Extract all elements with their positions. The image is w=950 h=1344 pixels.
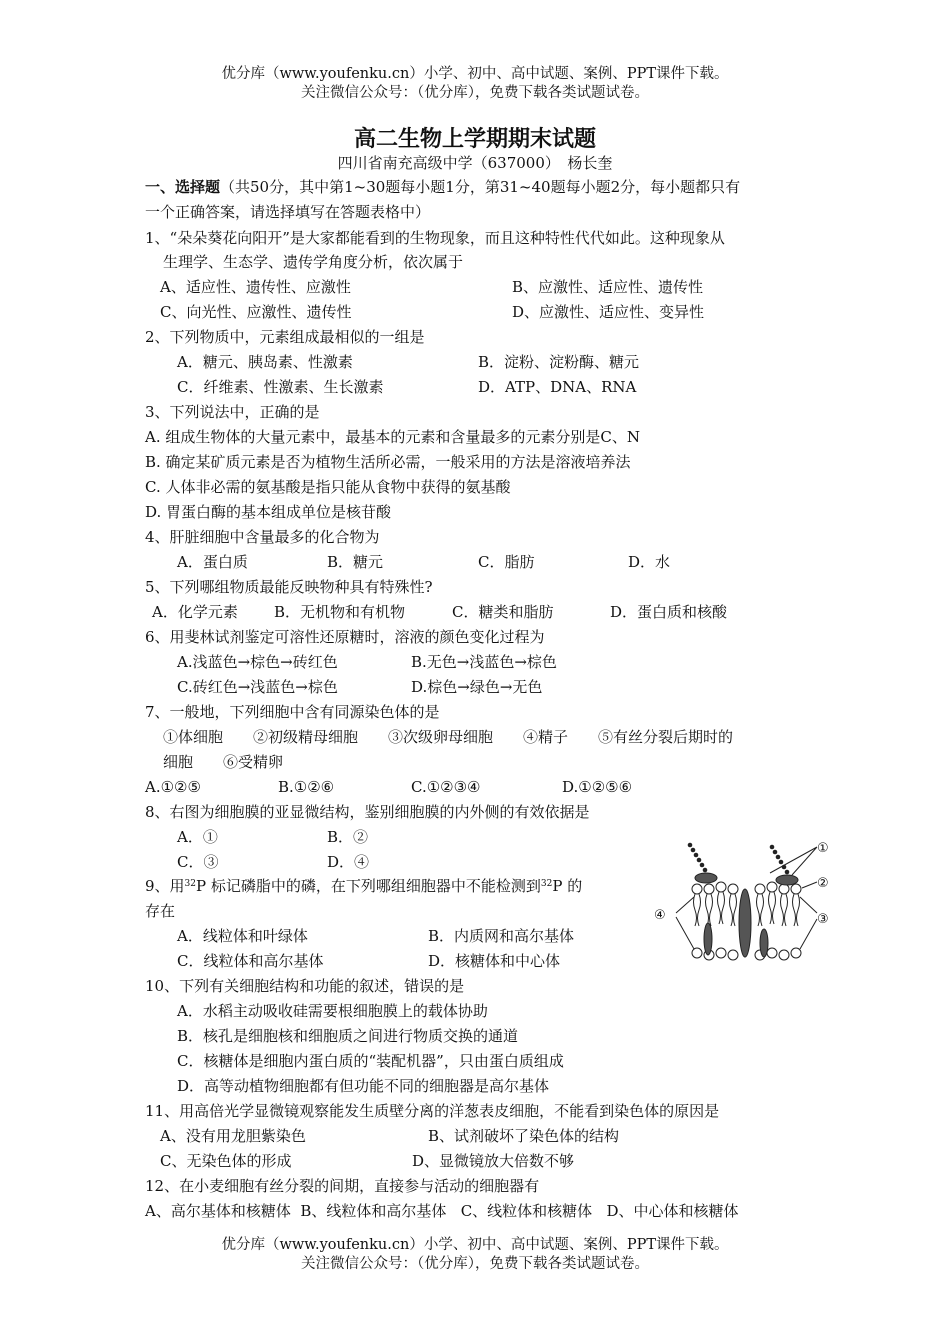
q5-option-d: D．蛋白质和核酸 bbox=[610, 603, 728, 621]
q2-stem: 2、下列物质中，元素组成最相似的一组是 bbox=[145, 328, 425, 346]
q6-option-b: B.无色→浅蓝色→棕色 bbox=[411, 653, 557, 671]
q10-stem: 10、下列有关细胞结构和功能的叙述，错误的是 bbox=[145, 977, 465, 995]
q11-option-b: B、试剂破坏了染色体的结构 bbox=[428, 1127, 620, 1145]
q7-stem: 7、一般地，下列细胞中含有同源染色体的是 bbox=[145, 703, 440, 721]
q3-option-b: B. 确定某矿质元素是否为植物生活所必需，一般采用的方法是溶液培养法 bbox=[145, 453, 631, 471]
q9-stem bbox=[145, 876, 582, 896]
q4-option-a: A．蛋白质 bbox=[177, 553, 248, 571]
q9-stem-cont: 存在 bbox=[145, 902, 176, 920]
q1-option-d: D、应激性、适应性、变异性 bbox=[512, 303, 705, 321]
q8-option-a: A．① bbox=[177, 828, 218, 846]
q4-option-b: B．糖元 bbox=[327, 553, 384, 571]
q6-option-a: A.浅蓝色→棕色→砖红色 bbox=[177, 653, 338, 671]
q2-option-b: B．淀粉、淀粉酶、糖元 bbox=[478, 353, 640, 371]
section-label: 一、选择题 bbox=[145, 178, 221, 196]
q9-stem-mid: P 标记磷脂中的磷，在下列哪组细胞器中不能检测到 bbox=[196, 877, 541, 895]
q8-option-b: B．② bbox=[327, 828, 369, 846]
q10-option-d: D．高等动植物细胞都有但功能不同的细胞器是高尔基体 bbox=[177, 1077, 550, 1095]
q9-option-a: A．线粒体和叶绿体 bbox=[177, 927, 308, 945]
q1-stem-cont: 生理学、生态学、遗传学角度分析，依次属于 bbox=[163, 253, 464, 271]
q9-option-d: D．核糖体和中心体 bbox=[428, 952, 561, 970]
q2-option-d: D．ATP、DNA、RNA bbox=[478, 378, 637, 396]
q7-items-cont: 细胞 ⑥受精卵 bbox=[163, 753, 284, 771]
q5-stem: 5、下列哪组物质最能反映物种具有特殊性? bbox=[145, 578, 433, 596]
q10-option-a: A．水稻主动吸收硅需要根细胞膜上的载体协助 bbox=[177, 1002, 488, 1020]
q7-option-d: D.①②⑤⑥ bbox=[562, 778, 633, 796]
figure-label-4: ④ bbox=[654, 908, 666, 923]
q9-option-c: C．线粒体和高尔基体 bbox=[177, 952, 324, 970]
q8-option-c: C．③ bbox=[177, 853, 219, 871]
site-footer-line1: 优分库（www.youfenku.cn）小学、初中、高中试题、案例、PPT课件下载。 bbox=[221, 1237, 729, 1253]
site-header-line1: 优分库（www.youfenku.cn）小学、初中、高中试题、案例、PPT课件下载。 bbox=[221, 66, 729, 82]
q6-option-d: D.棕色→绿色→无色 bbox=[411, 678, 543, 696]
glycoprotein-chains bbox=[688, 843, 790, 875]
q9-option-b: B．内质网和高尔基体 bbox=[428, 927, 575, 945]
q12-stem: 12、在小麦细胞有丝分裂的间期，直接参与活动的细胞器有 bbox=[145, 1177, 540, 1195]
q10-option-c: C．核糖体是细胞内蛋白质的“装配机器”，只由蛋白质组成 bbox=[177, 1052, 564, 1070]
section-desc: （共50分，其中第1~30题每小题1分，第31~40题每小题2分，每小题都只有 bbox=[220, 178, 741, 196]
q6-option-c: C.砖红色→浅蓝色→棕色 bbox=[177, 678, 338, 696]
q1-stem: 1、“朵朵葵花向阳开”是大家都能看到的生物现象，而且这种特性代代如此。这种现象从 bbox=[145, 229, 725, 247]
q2-option-c: C．纤维素、性激素、生长激素 bbox=[177, 378, 384, 396]
q7-option-a: A.①②⑤ bbox=[145, 778, 201, 796]
q5-option-c: C．糖类和脂肪 bbox=[452, 603, 554, 621]
q3-option-d: D. 胃蛋白酶的基本组成单位是核苷酸 bbox=[145, 503, 392, 521]
q3-stem: 3、下列说法中，正确的是 bbox=[145, 403, 320, 421]
q2-option-a: A．糖元、胰岛素、性激素 bbox=[177, 353, 353, 371]
q7-option-c: C.①②③④ bbox=[411, 778, 481, 796]
q10-option-b: B．核孔是细胞核和细胞质之间进行物质交换的通道 bbox=[177, 1027, 519, 1045]
q9-sup1: 32 bbox=[184, 879, 196, 889]
q7-option-b: B.①②⑥ bbox=[278, 778, 335, 796]
q4-option-d: D．水 bbox=[628, 553, 671, 571]
q6-stem: 6、用斐林试剂鉴定可溶性还原糖时，溶液的颜色变化过程为 bbox=[145, 628, 545, 646]
site-header-line2: 关注微信公众号：（优分库），免费下载各类试题试卷。 bbox=[301, 85, 649, 101]
section-heading bbox=[145, 177, 740, 197]
q9-stem-post: P 的 bbox=[552, 877, 583, 895]
membrane-proteins bbox=[695, 873, 798, 957]
figure-label-1: ① bbox=[817, 841, 829, 856]
label3-pointer bbox=[800, 897, 817, 949]
q8-option-d: D．④ bbox=[327, 853, 370, 871]
page-title: 高二生物上学期期末试题 bbox=[353, 126, 596, 152]
cell-membrane-diagram bbox=[652, 835, 834, 970]
q1-option-a: A、适应性、遗传性、应激性 bbox=[160, 278, 351, 296]
q9-sup2: 32 bbox=[540, 879, 553, 889]
q11-option-a: A、没有用龙胆紫染色 bbox=[160, 1127, 306, 1145]
q11-option-c: C、无染色体的形成 bbox=[160, 1152, 292, 1170]
label2-pointer bbox=[802, 882, 817, 888]
q3-option-c: C. 人体非必需的氨基酸是指只能从食物中获得的氨基酸 bbox=[145, 478, 511, 496]
q9-stem-pre: 9、用 bbox=[145, 877, 185, 895]
section-desc-cont: 一个正确答案，请选择填写在答题表格中） bbox=[145, 203, 431, 221]
q7-items: ①体细胞 ②初级精母细胞 ③次级卵母细胞 ④精子 ⑤有丝分裂后期时的 bbox=[163, 728, 734, 746]
q11-option-d: D、显微镜放大倍数不够 bbox=[412, 1152, 575, 1170]
site-footer-line2: 关注微信公众号：（优分库），免费下载各类试题试卷。 bbox=[301, 1256, 649, 1272]
label4-pointer bbox=[676, 897, 694, 949]
figure-label-2: ② bbox=[817, 876, 829, 891]
q5-option-b: B．无机物和有机物 bbox=[274, 603, 406, 621]
q12-options: A、高尔基体和核糖体 B、线粒体和高尔基体 C、线粒体和核糖体 D、中心体和核糖体 bbox=[145, 1202, 739, 1220]
q11-stem: 11、用高倍光学显微镜观察能发生质壁分离的洋葱表皮细胞，不能看到染色体的原因是 bbox=[145, 1102, 720, 1120]
figure-label-3: ③ bbox=[817, 912, 829, 927]
q1-option-b: B、应激性、适应性、遗传性 bbox=[512, 278, 704, 296]
q1-option-c: C、向光性、应激性、遗传性 bbox=[160, 303, 352, 321]
q3-option-a: A. 组成生物体的大量元素中，最基本的元素和含量最多的元素分别是C、N bbox=[145, 428, 640, 446]
q4-stem: 4、肝脏细胞中含量最多的化合物为 bbox=[145, 528, 380, 546]
q8-stem: 8、右图为细胞膜的亚显微结构，鉴别细胞膜的内外侧的有效依据是 bbox=[145, 803, 590, 821]
page-subtitle: 四川省南充高级中学（637000） 杨长奎 bbox=[337, 154, 613, 172]
q5-option-a: A．化学元素 bbox=[152, 603, 238, 621]
q4-option-c: C．脂肪 bbox=[478, 553, 535, 571]
